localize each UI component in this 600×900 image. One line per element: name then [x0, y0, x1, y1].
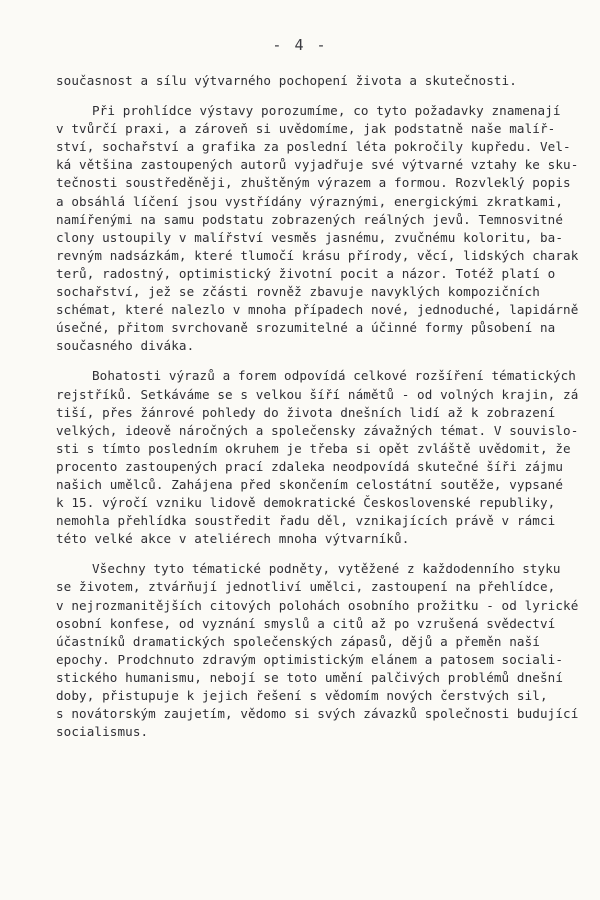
text-line: velkých, ideově náročných a společensky závažných témat. V souvislo-	[56, 422, 579, 438]
paragraph-2	[56, 102, 600, 355]
text-line: terů, radostný, optimistický životní pocit a názor. Totéž platí o	[56, 265, 556, 281]
text-line: schémat, které nalezlo v mnoha případech nové, jednoduché, lapidárně	[56, 302, 579, 318]
text-line: doby, přistupuje k jejich řešení s vědomím nových čerstvých sil,	[56, 688, 548, 703]
text-line: se životem, ztvárňují jednotliví umělci, zastoupení na přehlídce,	[56, 579, 556, 595]
text-line: Bohatosti výrazů a forem odpovídá celkové rozšíření tématických	[92, 368, 576, 384]
text-line: současnost a sílu výtvarného pochopení života a skutečnosti.	[56, 73, 517, 88]
paragraph-3	[56, 367, 600, 548]
text-line: sochařství, jež se zčásti rovněž zbavuje navyklých kompozičních	[56, 284, 540, 300]
text-line: ství, sochařství a grafika za poslední léta pokročily kupředu. Vel-	[56, 139, 571, 155]
text-line: účastníků dramatických společenských zápasů, dějů a přeměn naší	[56, 633, 540, 649]
text-line: clony ustoupily v malířství vesměs jasnému, zvučnému koloritu, ba-	[56, 229, 564, 245]
text-line: našich umělců. Zahájena před skončením celostátní soutěže, vypsané	[56, 476, 564, 492]
text-line: této velké akce v ateliérech mnoha výtvarníků.	[56, 531, 410, 547]
text-line: a obsáhlá líčení jsou vystřídány výraznými, energickými zkratkami,	[56, 193, 564, 209]
text-line: s novátorským zaujetím, vědomo si svých závazků společnosti budující	[56, 706, 579, 722]
text-line: Všechny tyto tématické podněty, vytěžené z každodenního styku	[92, 561, 561, 577]
text-line: epochy. Prodchnuto zdravým optimistickým elánem a patosem sociali-	[56, 651, 564, 667]
text-line: v nejrozmanitějších citových polohách osobního prožitku - od lyrické	[56, 597, 579, 613]
text-line: namířenými na samu podstatu zobrazených reálných jevů. Temnosvitné	[56, 211, 564, 227]
text-line: rejstříků. Setkáváme se s velkou šíří námětů - od volných krajin, zá	[56, 386, 579, 402]
body-text	[56, 72, 600, 753]
text-line: v tvůrčí praxi, a zároveň si uvědomíme, jak podstatně naše malíř-	[56, 121, 556, 137]
text-line: k 15. výročí vzniku lidově demokratické Československé republiky,	[56, 495, 556, 511]
page-number: - 4 -	[272, 36, 328, 54]
text-line: tiší, přes žánrové pohledy do života dnešních lidí až k zobrazení	[56, 404, 556, 420]
text-line: Při prohlídce výstavy porozumíme, co tyto požadavky znamenají	[92, 103, 561, 119]
text-line: úsečné, přitom svrchovaně srozumitelné a účinné formy působení na	[56, 320, 556, 336]
text-line: socialismus.	[56, 724, 149, 740]
text-line: sti s tímto posledním okruhem je třeba si opět zvláště uvědomit, že	[56, 440, 571, 456]
text-line: nemohla přehlídka soustředit řadu děl, vznikajících právě v rámci	[56, 513, 556, 529]
text-line: revným nadsázkám, které tlumočí krásu přírody, věcí, lidských charak	[56, 247, 579, 263]
text-line: současného diváka.	[56, 338, 195, 354]
paragraph-1	[56, 72, 600, 90]
paragraph-4	[56, 560, 600, 741]
text-line: stického humanismu, nebojí se toto umění palčivých problémů dnešní	[56, 669, 564, 685]
text-line: tečnosti soustředěněji, zhuštěným výrazem a formou. Rozvleklý popis	[56, 175, 571, 191]
text-line: ká většina zastoupených autorů vyjadřuje své výtvarné vztahy ke sku-	[56, 157, 579, 173]
text-line: osobní konfese, od vyznání smyslů a citů až po vzrušená svědectví	[56, 615, 556, 631]
text-line: procento zastoupených prací zdaleka neodpovídá skutečné šíři zájmu	[56, 458, 564, 474]
